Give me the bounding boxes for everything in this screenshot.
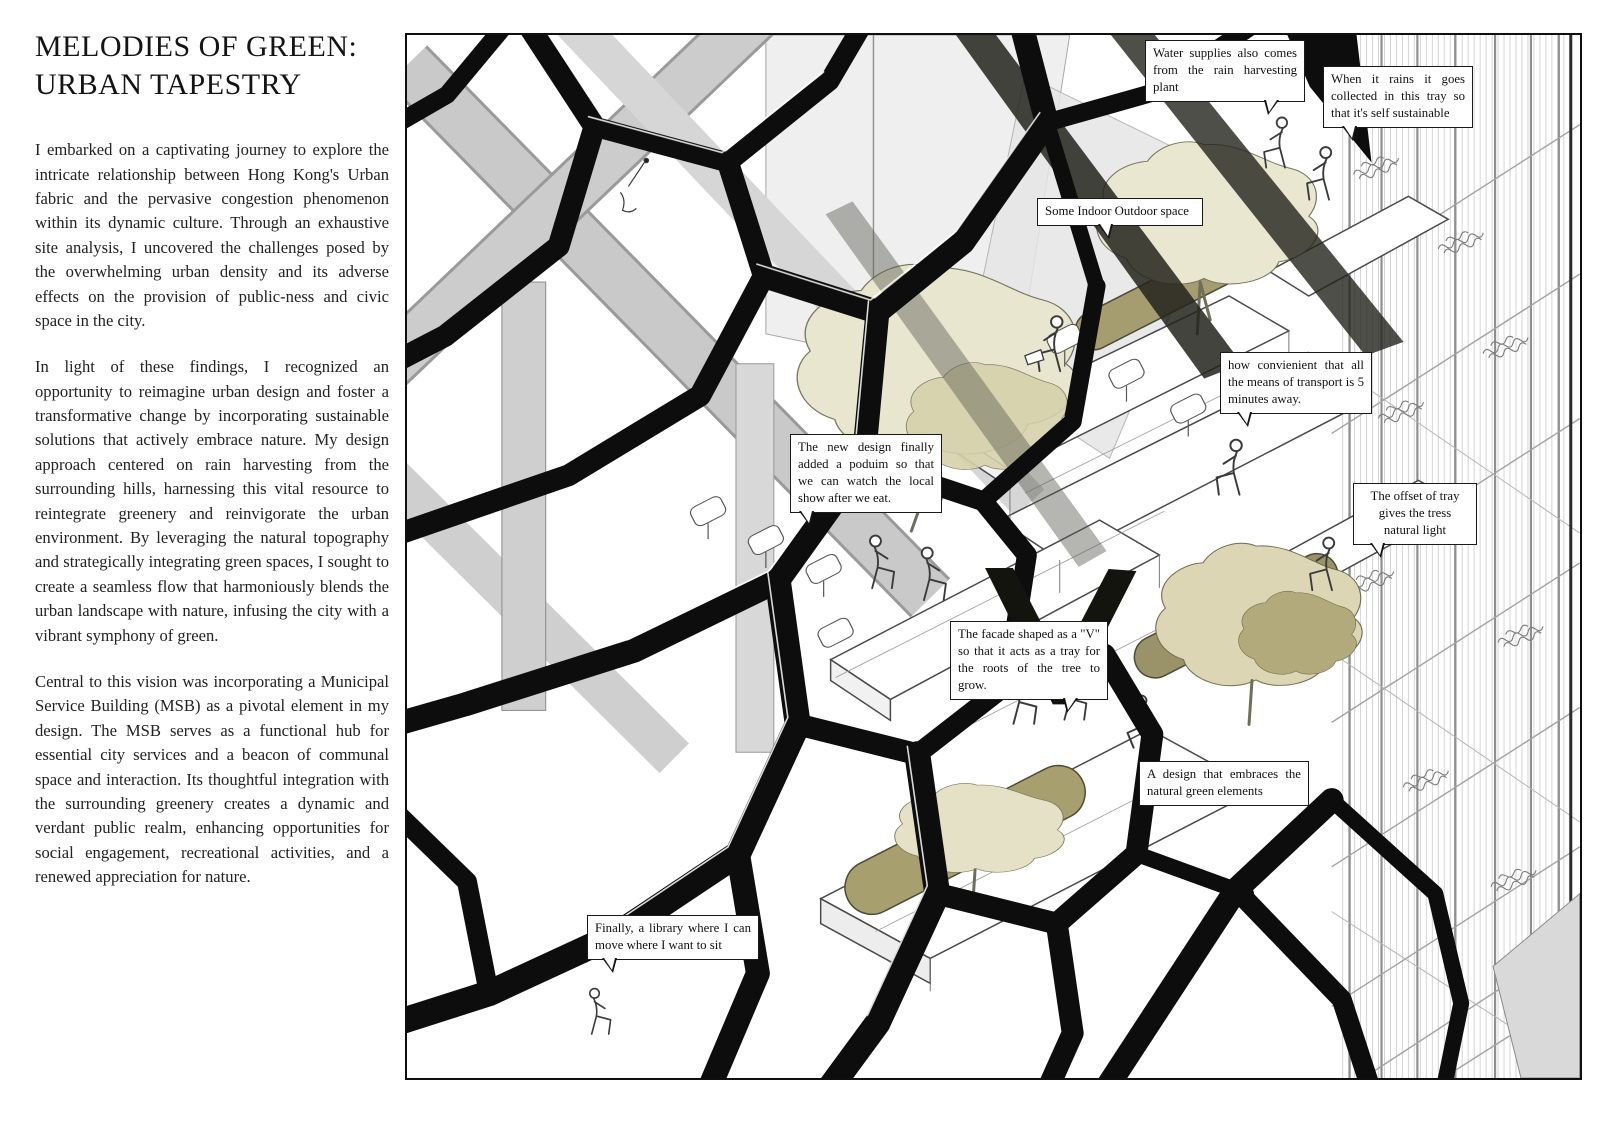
callout-text: The facade shaped as a "V" so that it acts as a tray for the roots of the tree to grow. (958, 627, 1100, 692)
callout-indoor-outdoor (1037, 198, 1203, 226)
callout-text: When it rains it goes collected in this tray so that it's self sustainable (1331, 72, 1465, 120)
callout-rain-tray (1323, 66, 1473, 128)
callout-water-supply (1145, 40, 1305, 102)
msb-axonometric-illustration (407, 35, 1580, 1078)
callout-library (587, 915, 759, 960)
callout-tail (1098, 224, 1113, 239)
callout-tail (1264, 100, 1279, 115)
callout-text: Finally, a library where I can move where I want to sit (595, 921, 751, 952)
callout-green-elements (1139, 761, 1309, 806)
page-title (35, 28, 389, 104)
callout-text: Some Indoor Outdoor space (1045, 204, 1189, 218)
callout-text: Water supplies also comes from the rain harvesting plant (1153, 46, 1297, 94)
callout-tray-offset (1353, 483, 1477, 545)
callout-tail (799, 511, 814, 526)
callout-text: The offset of tray gives the tress natural light (1370, 489, 1460, 537)
callout-text: The new design finally added a poduim so that we can watch the local show after we eat. (798, 440, 934, 505)
title-line-1: MELODIES OF GREEN: (35, 30, 358, 63)
callout-tail (1342, 126, 1357, 141)
essay-paragraph-2: In light of these findings, I recognized an opportunity to reimagine urban design and foster a transformative change by incorporating sustainable solutions that actively embrace nature. My design approach centered on rain harvesting from the surrounding hills, harnessing this vital resource to reintegrate greenery and reinvigorate the urban environment. By leveraging the natural topography and strategically integrating green spaces, I sought to create a seamless flow that harmoniously blends the urban landscape with nature, infusing the city with a vibrant symphony of green. (35, 357, 389, 645)
callout-tail (602, 958, 617, 973)
callout-tail (1370, 543, 1385, 558)
callout-podium (790, 434, 942, 513)
callout-tail (1063, 698, 1078, 713)
callout-text: A design that embraces the natural green elements (1147, 767, 1301, 798)
title-line-2: URBAN TAPESTRY (35, 68, 302, 102)
callout-tail (1237, 412, 1252, 427)
callout-facade-v (950, 621, 1108, 700)
drawing-frame (405, 33, 1582, 1080)
essay-paragraph-3: Central to this vision was incorporating a Municipal Service Building (MSB) as a pivotal element in my design. The MSB serves as a functional hub for essential city services and a beacon of communal space and interaction. Its thoughtful integration with the surrounding greenery creates a dynamic and verdant public realm, enhancing opportunities for social engagement, recreational activities, and a renewed appreciation for nature. (35, 672, 389, 887)
callout-text: how convienient that all the means of transport is 5 minutes away. (1228, 358, 1364, 406)
callout-transport (1220, 352, 1372, 414)
essay-column (35, 28, 389, 890)
essay-paragraph-1: I embarked on a captivating journey to explore the intricate relationship between Hong Kong's Urban fabric and the pervasive congestion phenomenon within its dynamic culture. Through an exhaustive site analysis, I uncovered the challenges posed by the overwhelming urban density and its adverse effects on the provision of public-ness and civic space in the city. (35, 140, 389, 330)
